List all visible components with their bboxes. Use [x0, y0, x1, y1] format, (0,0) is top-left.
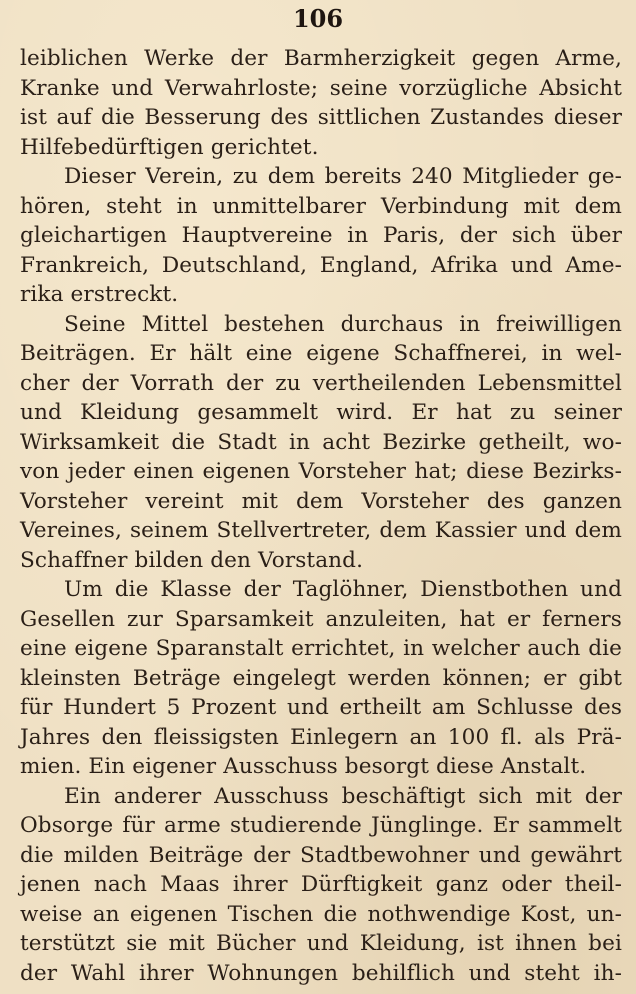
text-line: Beiträgen. Er hält eine eigene Schaffnerei, in wel-	[20, 341, 622, 366]
paragraph-start-line: Dieser Verein, zu dem bereits 240 Mitglieder ge-	[64, 164, 622, 189]
text-line: und Kleidung gesammelt wird. Er hat zu seiner	[20, 400, 622, 425]
page-number: 106	[292, 4, 344, 33]
text-line: Hilfebedürftigen gerichtet.	[20, 134, 319, 160]
text-line: Frankreich, Deutschland, England, Afrika und Ame-	[20, 252, 622, 278]
text-line: weise an eigenen Tischen die nothwendige Kost, un-	[20, 901, 622, 927]
paragraph-start-line: Ein anderer Ausschuss beschäftigt sich mit der	[64, 783, 622, 809]
text-line: leiblichen Werke der Barmherzigkeit gegen Arme,	[20, 46, 622, 71]
text-line: die milden Beiträge der Stadtbewohner und gewährt	[20, 842, 622, 868]
text-line: ist auf die Besserung des sittlichen Zustandes dieser	[20, 105, 622, 130]
text-line: von jeder einen eigenen Vorsteher hat; diese Bezirks-	[20, 459, 622, 484]
text-line: für Hundert 5 Prozent und ertheilt am Schlusse des	[20, 695, 622, 720]
text-line: Kranke und Verwahrloste; seine vorzügliche Absicht	[20, 75, 622, 101]
paragraph-start-line: Um die Klasse der Taglöhner, Dienstbothen und	[64, 577, 622, 602]
body-text	[20, 44, 622, 988]
text-line: der Wahl ihrer Wohnungen behilflich und steht ih-	[20, 960, 622, 986]
text-line: Jahres den fleissigsten Einlegern an 100 fl. als Prä-	[20, 724, 622, 750]
text-line: Schaffner bilden den Vorstand.	[20, 547, 364, 573]
text-line: hören, steht in unmittelbarer Verbindung mit dem	[20, 193, 622, 219]
text-line: Vorsteher vereint mit dem Vorsteher des ganzen	[20, 488, 622, 514]
text-line: kleinsten Beträge eingelegt werden können; er gibt	[20, 665, 622, 691]
text-line: Wirksamkeit die Stadt in acht Bezirke getheilt, wo-	[20, 429, 622, 455]
text-line: Obsorge für arme studierende Jünglinge. Er sammelt	[20, 813, 622, 838]
text-line: Gesellen zur Sparsamkeit anzuleiten, hat er ferners	[20, 606, 622, 632]
text-line: gleichartigen Hauptvereine in Paris, der sich über	[20, 223, 622, 248]
text-line: mien. Ein eigener Ausschuss besorgt diese Anstalt.	[20, 754, 587, 779]
text-line: cher der Vorrath der zu vertheilenden Lebensmittel	[20, 370, 622, 396]
text-line: eine eigene Sparanstalt errichtet, in welcher auch die	[20, 636, 622, 661]
text-line: rika erstreckt.	[20, 282, 179, 307]
text-line: Vereines, seinem Stellvertreter, dem Kassier und dem	[20, 518, 622, 543]
text-line: terstützt sie mit Bücher und Kleidung, ist ihnen bei	[20, 931, 622, 956]
paragraph-start-line: Seine Mittel bestehen durchaus in freiwilligen	[64, 311, 622, 337]
text-line: jenen nach Maas ihrer Dürftigkeit ganz oder theil-	[20, 872, 622, 897]
